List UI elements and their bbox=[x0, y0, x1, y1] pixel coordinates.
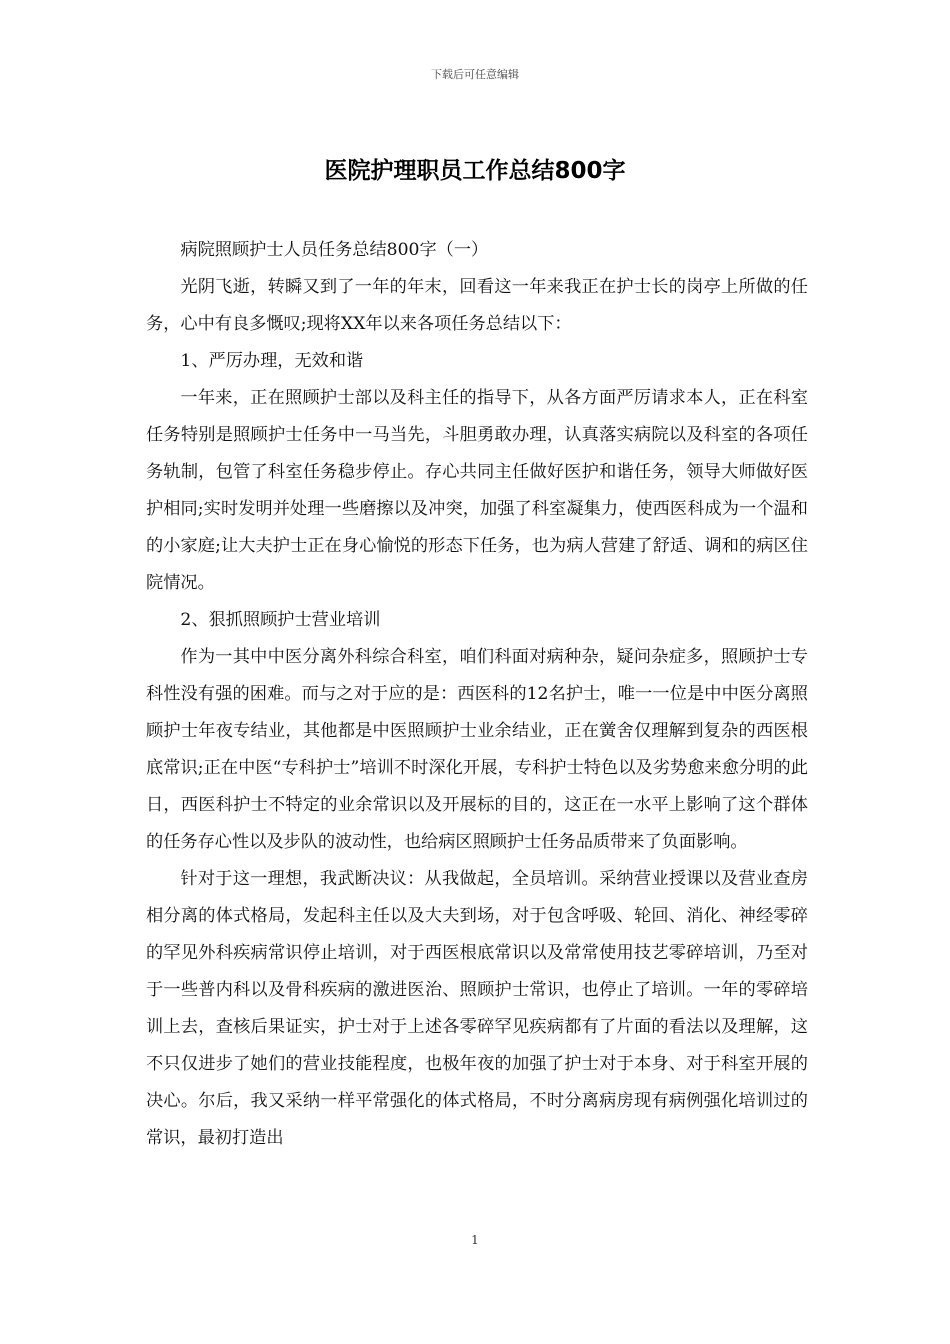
body-paragraph: 一年来，正在照顾护士部以及科主任的指导下，从各方面严厉请求本人，正在科室任务特别是照顾护士任务中一马当先，斗胆勇敢办理，认真落实病院以及科室的各项任务轨制，包管了科室任务稳步停止。存心共同主任做好医护和谐任务，领导大师做好医护相同;实时发明并处理一些磨擦以及冲突，加强了科室凝集力，使西医科成为一个温和的小家庭;让大夫护士正在身心愉悦的形态下任务，也为病人营建了舒适、调和的病区住院情况。 bbox=[146, 388, 808, 593]
page-number: 1 bbox=[471, 1233, 479, 1247]
numbered-heading: 1、严厉办理，无效和谐 bbox=[180, 351, 364, 371]
document-title: 医院护理职员工作总结800字 bbox=[324, 158, 626, 184]
body-paragraph: 针对于这一理想，我武断决议：从我做起，全员培训。采纳营业授课以及营业查房相分离的体式格局，发起科主任以及大夫到场，对于包含呼吸、轮回、消化、神经零碎的罕见外科疾病常识停止培训，对于西医根底常识以及常常使用技艺零碎培训，乃至对于一些普内科以及骨科疾病的激进医治、照顾护士常识，也停止了培训。一年的零碎培训上去，查核后果证实，护士对于上述各零碎罕见疾病都有了片面的看法以及理解，这不只仅进步了她们的营业技能程度，也极年夜的加强了护士对于本身、对于科室开展的决心。尔后，我又采纳一样平常强化的体式格局，不时分离病房现有病例强化培训过的常识，最初打造出 bbox=[146, 869, 808, 1148]
page-header-note: 下载后可任意编辑 bbox=[431, 68, 519, 81]
numbered-heading: 2、狠抓照顾护士营业培训 bbox=[180, 610, 381, 630]
document-body bbox=[146, 232, 808, 1157]
section-heading: 病院照顾护士人员任务总结800字（一） bbox=[180, 240, 489, 260]
body-paragraph: 作为一其中中医分离外科综合科室，咱们科面对病种杂，疑问杂症多，照顾护士专科性没有强的困难。而与之对于应的是：西医科的12名护士，唯一一位是中中医分离照顾护士年夜专结业，其他都是中医照顾护士业余结业，正在黉舍仅理解到复杂的西医根底常识;正在中医“专科护士”培训不时深化开展，专科护士特色以及劣势愈来愈分明的此日，西医科护士不特定的业余常识以及开展标的目的，这正在一水平上影响了这个群体的任务存心性以及步队的波动性，也给病区照顾护士任务品质带来了负面影响。 bbox=[146, 647, 808, 852]
body-paragraph: 光阴飞逝，转瞬又到了一年的年末，回看这一年来我正在护士长的岗亭上所做的任务，心中有良多慨叹;现将XX年以来各项任务总结以下： bbox=[146, 277, 808, 334]
